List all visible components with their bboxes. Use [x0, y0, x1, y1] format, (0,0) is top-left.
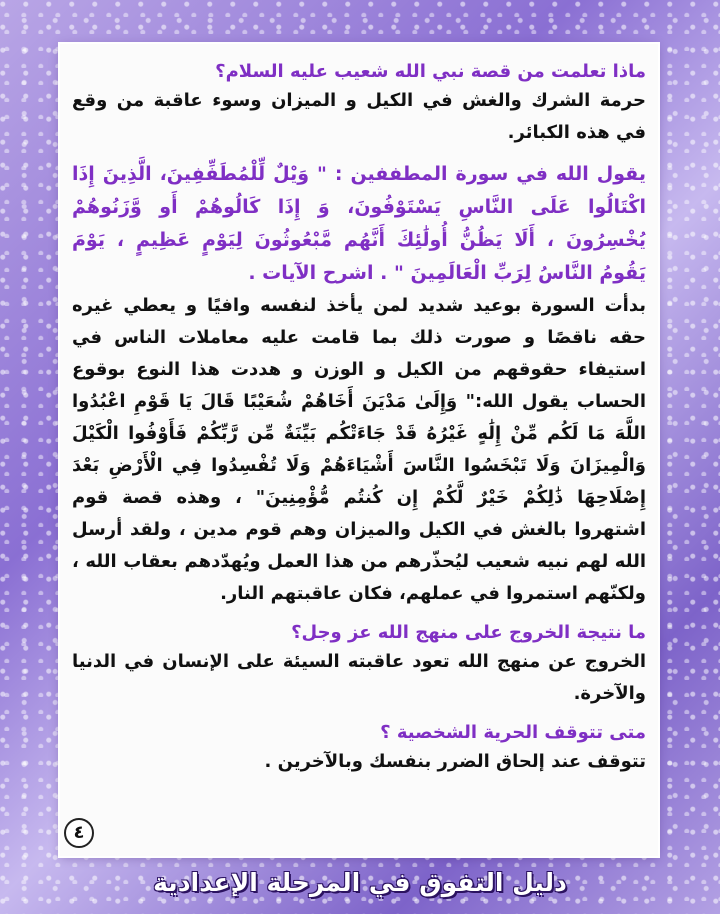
worksheet-page	[60, 44, 658, 856]
qa-section-mutaffifin	[72, 158, 646, 610]
question-lessons-shuaib: ماذا تعلمت من قصة نبي الله شعيب عليه السلام؟	[215, 61, 646, 82]
page-number: ٤	[64, 818, 94, 848]
qa-section-freedom	[72, 719, 646, 778]
question-personal-freedom: متى تتوقف الحرية الشخصية ؟	[380, 722, 646, 743]
answer-personal-freedom: تتوقف عند إلحاق الضرر بنفسك وبالآخرين .	[264, 751, 646, 772]
answer-deviation-result: الخروج عن منهج الله تعود عاقبته السيئة على الإنسان في الدنيا والآخرة.	[72, 651, 646, 704]
answer-lessons-shuaib: حرمة الشرك والغش في الكيل و الميزان وسوء عاقبة من وقع في هذه الكبائر.	[72, 90, 646, 143]
question-deviation-result: ما نتيجة الخروج على منهج الله عز وجل؟	[291, 622, 646, 643]
qa-section-deviation	[72, 619, 646, 710]
qa-section-shuaib	[72, 58, 646, 149]
question-explain-verses: يقول الله في سورة المطففين : " وَيْلٌ لِّلْمُطَفِّفِينَ، الَّذِينَ إِذَا اكْتَالُوا عَلَى النَّاسِ يَسْتَوْفُونَ، وَ إِذَا كَالُوهُمْ أَو وَّزَنُوهُمْ يُخْسِرُونَ ، أَلَا يَظُنُّ أُولَٰئِكَ أَنَّهُم مَّبْعُوثُونَ لِيَوْمٍ عَظِيمٍ ، يَوْمَ يَقُومُ النَّاسُ لِرَبِّ الْعَالَمِينَ " . اشرح الآيات .	[72, 163, 646, 284]
footer-title: دليل التفوق في المرحلة الإعدادية	[153, 868, 567, 897]
answer-explain-verses: بدأت السورة بوعيد شديد لمن يأخذ لنفسه وافيًا و يعطي غيره حقه ناقصًا و صورت ذلك بما قامت عليه معاملات الناس في استيفاء حقوقهم من الكيل و الوزن و هددت هذا النوع بوقوع الحساب يقول الله:" وَإِلَىٰ مَدْيَنَ أَخَاهُمْ شُعَيْبًا قَالَ يَا قَوْمِ اعْبُدُوا اللَّهَ مَا لَكُم مِّنْ إِلَٰهٍ غَيْرُهُ قَدْ جَاءَتْكُم بَيِّنَةٌ مِّن رَّبِّكُمْ فَأَوْفُوا الْكَيْلَ وَالْمِيزَانَ وَلَا تَبْخَسُوا النَّاسَ أَشْيَاءَهُمْ وَلَا تُفْسِدُوا فِي الْأَرْضِ بَعْدَ إِصْلَاحِهَا ذَٰلِكُمْ خَيْرٌ لَّكُمْ إِن كُنتُم مُّؤْمِنِينَ" ، وهذه قصة قوم اشتهروا بالغش في الكيل والميزان وهم قوم مدين ، ولقد أرسل الله لهم نبيه شعيب ليُحذّرهم من هذا العمل ويُهدّدهم بعقاب الله ، ولكنّهم استمروا في عملهم، فكان عاقبتهم النار.	[72, 295, 646, 604]
